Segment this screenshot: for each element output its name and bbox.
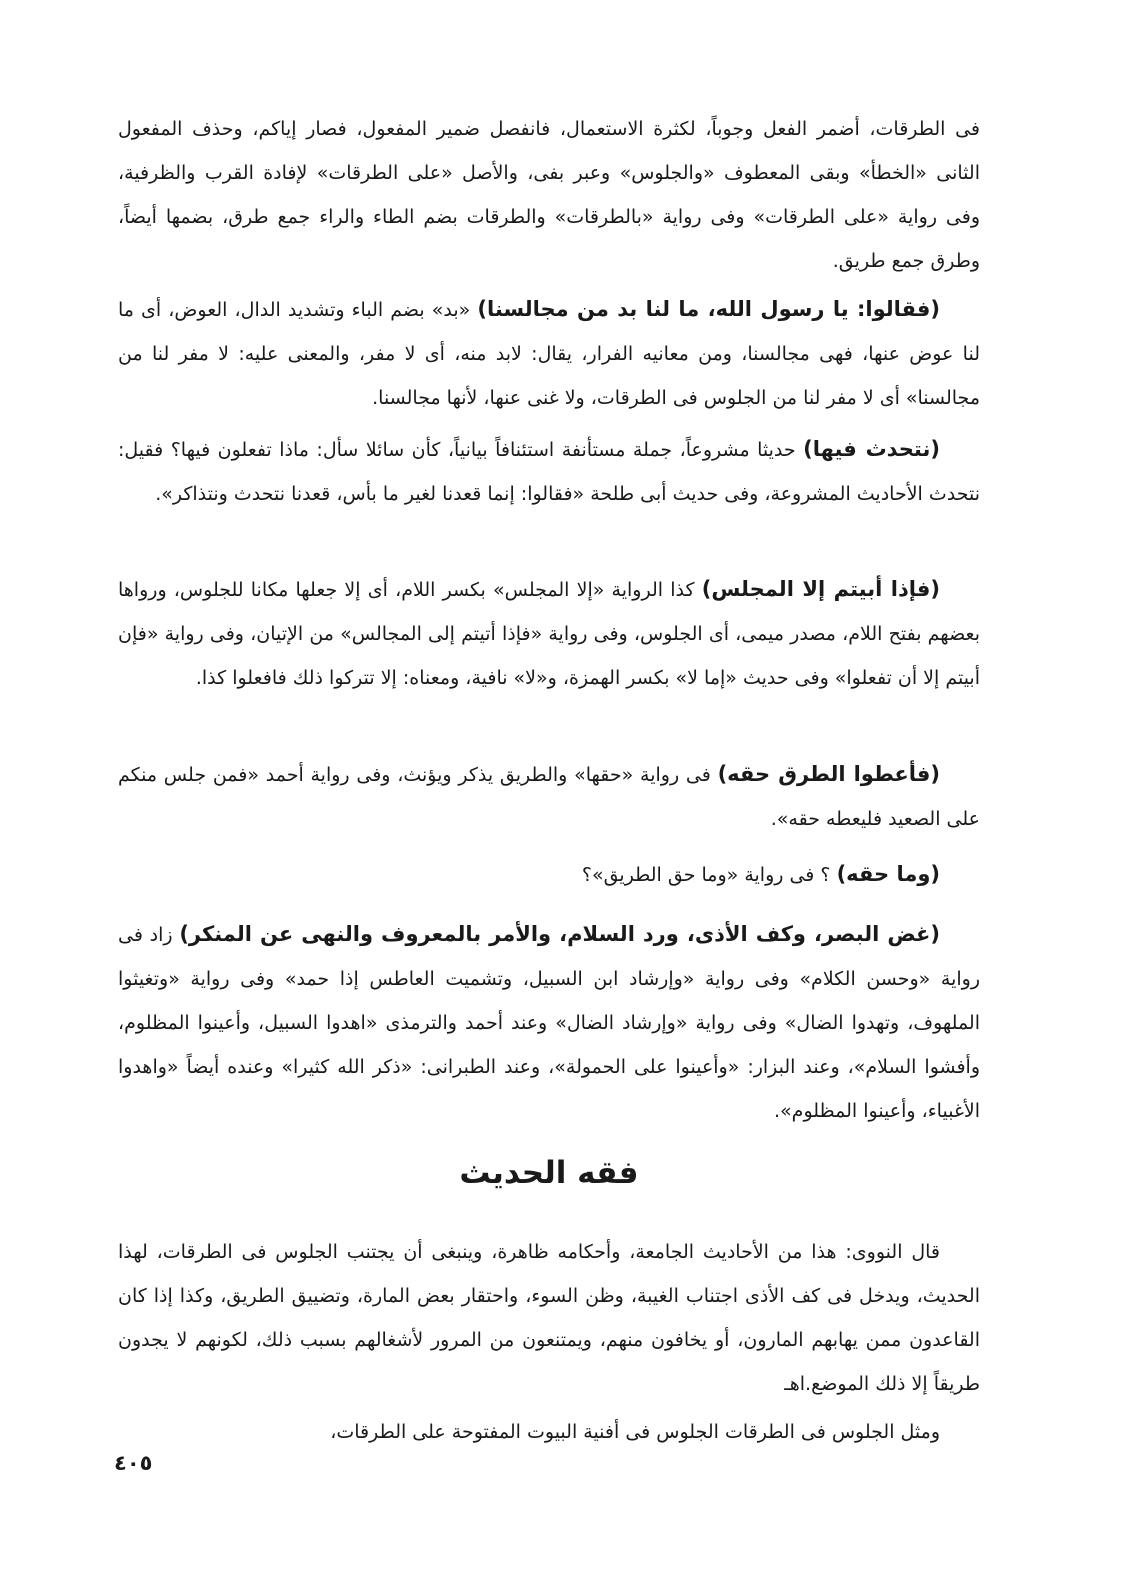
paragraph-2 xyxy=(118,287,980,420)
paragraph-2-text: «بد» بضم الباء وتشديد الدال، العوض، أى ما لنا عوض عنها، فهى مجالسنا، ومن معانيه الفرار، يقال: لابد منه، أى لا مفر، والمعنى عليه: لا مفر لنا من مجالسنا» أى لا مفر لنا من الجلوس فى الطرقات، ولا غنى عنها، لأنها مجالسنا. xyxy=(118,299,980,409)
paragraph-7-text: زاد فى رواية «وحسن الكلام» وفى رواية «وإرشاد ابن السبيل، وتشميت العاطس إذا حمد» وفى رواية «وتغيثوا الملهوف، وتهدوا الضال» وفى رواية «وإرشاد الضال» وعند أحمد والترمذى «اهدوا السبيل، وأعينوا المظلوم، وأفشوا السلام»، وعند البزار: «وأعينوا على الحمولة»، وعند الطبرانى: «ذكر الله كثيرا» وعنده أيضاً «واهدوا الأغبياء، وأعينوا المظلوم». xyxy=(118,924,980,1122)
paragraph-6 xyxy=(118,852,980,897)
paragraph-5-term: (فأعطوا الطرق حقه) xyxy=(717,762,941,786)
document-page xyxy=(118,0,980,1569)
paragraph-2-term: (فقالوا: يا رسول الله، ما لنا بد من مجالسنا) xyxy=(477,297,940,321)
paragraph-8: قال النووى: هذا من الأحاديث الجامعة، وأحكامه ظاهرة، وينبغى أن يجتنب الجلوس فى الطرقات، لهذا الحديث، ويدخل فى كف الأذى اجتناب الغيبة، وظن السوء، واحتقار بعض المارة، وتضييق الطريق، وكذا إذا كان القاعدون ممن يهابهم المارون، أو يخافون منهم، ويمتنعون من المرور لأشغالهم بسبب ذلك، لكونهم لا يجدون طريقاً إلا ذلك الموضع.اهـ xyxy=(118,1241,980,1395)
paragraph-9: ومثل الجلوس فى الطرقات الجلوس فى أفنية البيوت المفتوحة على الطرقات، xyxy=(330,1421,940,1443)
paragraph-4-term: (فإذا أبيتم إلا المجلس) xyxy=(701,577,941,601)
paragraph-3-text: حديثا مشروعاً، جملة مستأنفة استئنافاً بيانياً، كأن سائلا سأل: ماذا تفعلون فيها؟ فقيل: نتحدث الأحاديث المشروعة، وفى حديث أبى طلحة «فقالوا: إنما قعدنا لغير ما بأس، قعدنا نتحدث ونتذاكر». xyxy=(118,439,980,505)
paragraph-3 xyxy=(118,427,980,516)
paragraph-4-text: كذا الرواية «إلا المجلس» بكسر اللام، أى إلا جعلها مكانا للجلوس، ورواها بعضهم بفتح اللام، مصدر ميمى، أى الجلوس، وفى رواية «فإذا أتيتم إلى المجالس» من الإتيان، وفى رواية «فإن أبيتم إلا أن تفعلوا» وفى حديث «إما لا» بكسر الهمزة، و«لا» نافية، ومعناه: إلا تتركوا ذلك فافعلوا كذا. xyxy=(118,579,980,689)
paragraph-6-term: (وما حقه) xyxy=(836,862,940,886)
paragraph-1: فى الطرقات، أضمر الفعل وجوباً، لكثرة الاستعمال، فانفصل ضمير المفعول، فصار إياكم، وحذف المفعول الثانى «الخطأ» وبقى المعطوف «والجلوس» وعبر بفى، والأصل «على الطرقات» لإفادة القرب والظرفية، وفى رواية «على الطرقات» وفى رواية «بالطرقات» والطرقات بضم الطاء والراء جمع طرق، بضمها أيضاً، وطرق جمع طريق. xyxy=(118,118,980,272)
paragraph-7 xyxy=(118,912,980,1133)
page-number: ٤٠٥ xyxy=(114,1451,153,1475)
section-heading: فقه الحديث xyxy=(459,1155,639,1191)
paragraph-7-term: (غض البصر، وكف الأذى، ورد السلام، والأمر بالمعروف والنهى عن المنكر) xyxy=(179,922,940,946)
paragraph-5 xyxy=(118,752,980,841)
paragraph-6-text: ؟ فى رواية «وما حق الطريق»؟ xyxy=(581,864,831,886)
paragraph-4 xyxy=(118,567,980,700)
paragraph-5-text: فى رواية «حقها» والطريق يذكر ويؤنث، وفى رواية أحمد «فمن جلس منكم على الصعيد فليعطه حقه». xyxy=(118,764,980,830)
paragraph-3-term: (نتحدث فيها) xyxy=(803,437,940,461)
